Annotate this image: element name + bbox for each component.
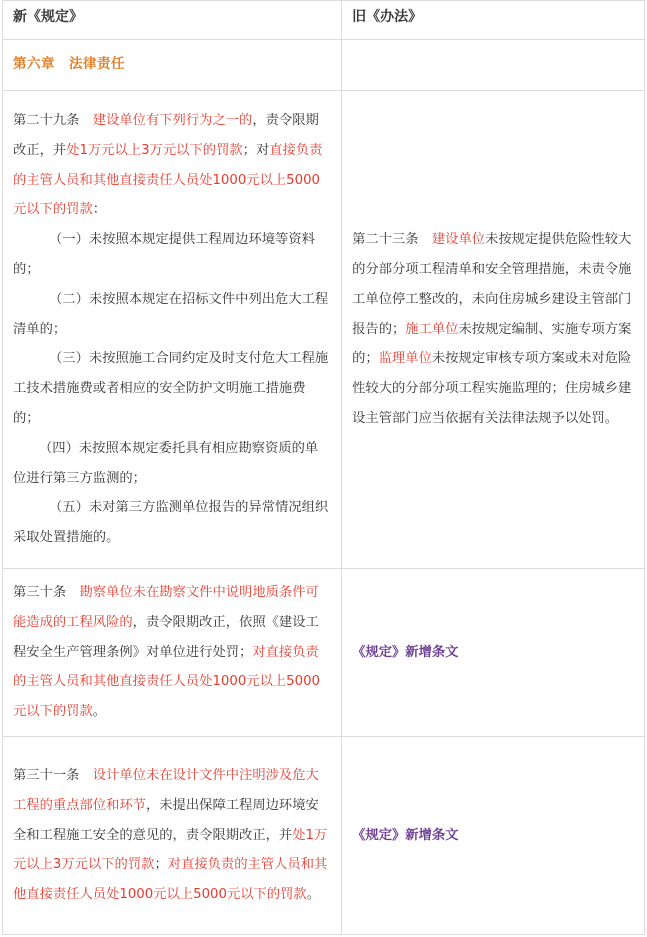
article-23-paragraph <box>352 225 634 434</box>
article-23-mid-1: 未按规定提供危险性较大的分部分项工程清单和安全管理措施，未责令施工单位停工整改的，未向住房城乡建设主管部门报告的； <box>352 232 632 337</box>
article-23-mid-2: 未按规定编制、实施专项方案的； <box>352 321 632 367</box>
article-29-end: ： <box>92 202 107 218</box>
article-30-red-1: 勘察单位未在勘察文件中说明地质条件可能造成的工程风险的 <box>13 585 319 630</box>
article-29-paragraph <box>13 106 331 225</box>
article-29-lead: 第二十九条 <box>13 113 93 129</box>
article-29-mid-1: ，责令限期改正，并 <box>13 113 319 158</box>
article-31-new <box>3 737 342 935</box>
article-30-new-article-note: 《规定》新增条文 <box>352 644 459 660</box>
article-30-row <box>3 569 645 737</box>
article-29-row <box>3 91 645 569</box>
article-23-mid-3: 未按规定审核专项方案或未对危险性较大的分部分项工程实施监理的；住房城乡建设主管部门应当依据有关法律法规予以处罚。 <box>352 351 632 426</box>
header-row <box>3 1 645 40</box>
article-30-paragraph <box>13 578 331 727</box>
article-29-item-4-text: （四）未按照本规定委托具有相应勘察资质的单位进行第三方监测的； <box>13 440 319 486</box>
article-31-red-3: 对直接负责的主管人员和其他直接责任人员处1000元以上5000元以下的罚款 <box>13 857 328 903</box>
article-23-red-2: 施工单位 <box>405 321 459 337</box>
article-29-item-4 <box>13 434 331 494</box>
article-29-item-3-text: （三）未按照施工合同约定及时支付危大工程施工技术措施费或者相应的安全防护文明施工措施费的； <box>13 351 329 426</box>
article-30-red-2: 对直接负责的主管人员和其他直接责任人员处1000元以上5000元以下的罚款 <box>13 644 321 720</box>
article-29-item-2-text: （二）未按照本规定在招标文件中列出危大工程清单的； <box>13 291 329 337</box>
article-31-red-1: 设计单位未在设计文件中注明涉及危大工程的重点部位和环节 <box>13 768 319 813</box>
chapter-title: 第六章 法律责任 <box>13 56 125 73</box>
article-31-end: 。 <box>306 887 321 903</box>
article-29-item-3 <box>13 344 331 433</box>
article-29-red-2: 处1万元以上3万元以下的罚款 <box>66 142 243 158</box>
article-31-paragraph <box>13 761 331 910</box>
article-23-lead: 第二十三条 <box>352 232 432 248</box>
article-30-old <box>342 569 645 737</box>
article-31-lead: 第三十一条 <box>13 768 93 783</box>
article-29-item-5-text: （五）未对第三方监测单位报告的异常情况组织采取处置措施的。 <box>13 500 329 546</box>
article-29-red-3: 直接负责的主管人员和其他直接责任人员处1000元以上5000元以下的罚款 <box>13 142 323 218</box>
article-29-item-1-text: （一）未按照本规定提供工程周边环境等资料的； <box>13 232 315 277</box>
header-old: 旧《办法》 <box>342 1 645 40</box>
article-29-item-5 <box>13 493 331 553</box>
article-30-mid-1: ，责令限期改正，依照《建设工程安全生产管理条例》对单位进行处罚； <box>13 614 319 660</box>
article-29-new <box>3 91 342 569</box>
article-23-old <box>342 91 645 569</box>
article-29-item-1 <box>13 225 331 285</box>
article-30-new <box>3 569 342 737</box>
article-31-old <box>342 737 645 935</box>
article-31-new-article-note: 《规定》新增条文 <box>352 827 459 843</box>
article-23-red-1: 建设单位 <box>431 232 486 248</box>
comparison-table <box>2 0 645 935</box>
article-31-red-2: 处1万元以上3万元以下的罚款 <box>13 827 328 873</box>
article-30-end: 。 <box>92 704 107 720</box>
chapter-cell <box>3 40 342 91</box>
chapter-row <box>3 40 645 91</box>
header-new: 新《规定》 <box>3 1 342 40</box>
article-23-red-3: 监理单位 <box>378 351 432 367</box>
article-31-mid-2: ； <box>154 857 168 873</box>
chapter-empty-cell <box>342 40 645 91</box>
article-29-item-2 <box>13 285 331 345</box>
article-31-mid-1: ，未提出保障工程周边环境安全和工程施工安全的意见的，责令限期改正，并 <box>13 797 319 843</box>
article-30-lead: 第三十条 <box>13 585 80 600</box>
article-29-red-1: 建设单位有下列行为之一的 <box>92 113 253 129</box>
article-29-mid-2: ；对 <box>242 142 270 158</box>
article-31-row <box>3 737 645 935</box>
